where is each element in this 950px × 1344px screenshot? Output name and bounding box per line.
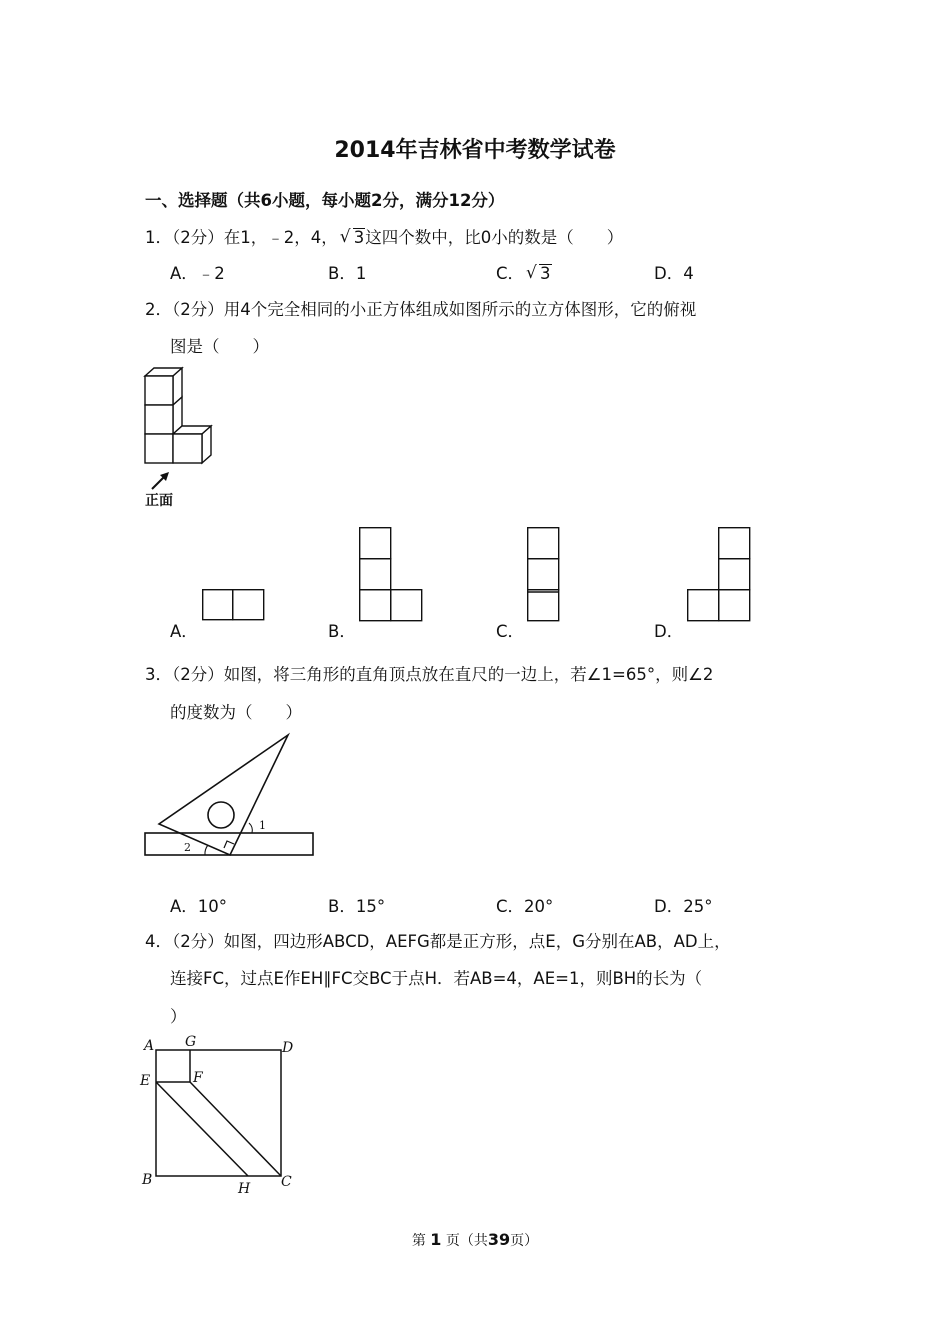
square-geometry-figure (138, 1032, 308, 1202)
point-g-label: G (185, 1034, 197, 1050)
option-c: C．20° (496, 897, 554, 916)
option-d-figure (687, 527, 751, 622)
total-pages: 39 (487, 1230, 511, 1249)
question-number: 1． (145, 228, 172, 247)
question-stem: （2分）用4个完全相同的小正方体组成如图所示的立方体图形，它的俯视 (172, 300, 697, 319)
question-stem: （2分）在1，﹣2，4， (172, 228, 338, 247)
angle-1-label: 1 (259, 819, 266, 832)
question-2-line1 (145, 296, 696, 320)
option-b: B． (328, 622, 356, 641)
question-stem: （2分）如图，将三角形的直角顶点放在直尺的一边上，若∠1=65°，则∠2 (172, 665, 714, 684)
triangle-ruler-figure (140, 730, 320, 865)
option-c: C． (496, 622, 525, 641)
question-4-line1 (145, 928, 731, 952)
question-4-line2: 连接FC，过点E作EH∥FC交BC于点H．若AB=4，AE=1，则BH的长为（ (170, 969, 703, 988)
option-d: D． (654, 622, 684, 641)
current-page: 1 (430, 1230, 442, 1249)
option-b: B．1 (328, 264, 367, 283)
question-number: 4． (145, 932, 172, 951)
question-4-line3: ） (170, 1007, 187, 1026)
question-number: 3． (145, 665, 172, 684)
footer-middle: 页（共 (445, 1233, 488, 1249)
sqrt-expression: √ 3 (526, 263, 551, 283)
front-label: 正面 (145, 493, 173, 509)
question-stem: （2分）如图，四边形ABCD，AEFG都是正方形，点E，G分别在AB，AD上， (172, 932, 731, 951)
question-3-line2: 的度数为（ ） (170, 703, 302, 722)
point-c-label: C (281, 1174, 292, 1190)
point-d-label: D (282, 1040, 294, 1056)
page-footer (0, 1230, 950, 1250)
section-heading: 一、选择题（共6小题，每小题2分，满分12分） (145, 191, 505, 210)
option-d: D．25° (654, 897, 713, 916)
point-f-label: F (193, 1070, 203, 1086)
option-a: A．10° (170, 897, 228, 916)
footer-prefix: 第 (411, 1233, 426, 1249)
question-2-line2: 图是（ ） (170, 337, 269, 356)
option-c-figure (527, 527, 561, 622)
radicand: 3 (353, 228, 365, 247)
point-a-label: A (144, 1038, 155, 1054)
point-e-label: E (140, 1073, 151, 1089)
page-title: 2014年吉林省中考数学试卷 (334, 138, 616, 163)
sqrt-expression: √ 3 (339, 227, 365, 247)
option-a: A． (170, 622, 198, 641)
option-c-label: C． (496, 264, 525, 283)
point-h-label: H (238, 1181, 251, 1197)
option-a-figure (202, 589, 266, 621)
option-d: D．4 (654, 264, 694, 283)
radicand: 3 (540, 264, 551, 283)
question-number: 2． (145, 300, 172, 319)
question-stem-tail: 这四个数中，比0小的数是（ ） (365, 228, 624, 247)
option-a: A．﹣2 (170, 264, 225, 283)
question-3-line1 (145, 661, 713, 685)
angle-2-label: 2 (184, 841, 191, 854)
footer-suffix: 页） (510, 1233, 539, 1249)
point-b-label: B (142, 1172, 153, 1188)
option-b-figure (359, 527, 423, 622)
option-b: B．15° (328, 897, 386, 916)
question-1 (145, 224, 623, 248)
option-c (496, 260, 552, 284)
